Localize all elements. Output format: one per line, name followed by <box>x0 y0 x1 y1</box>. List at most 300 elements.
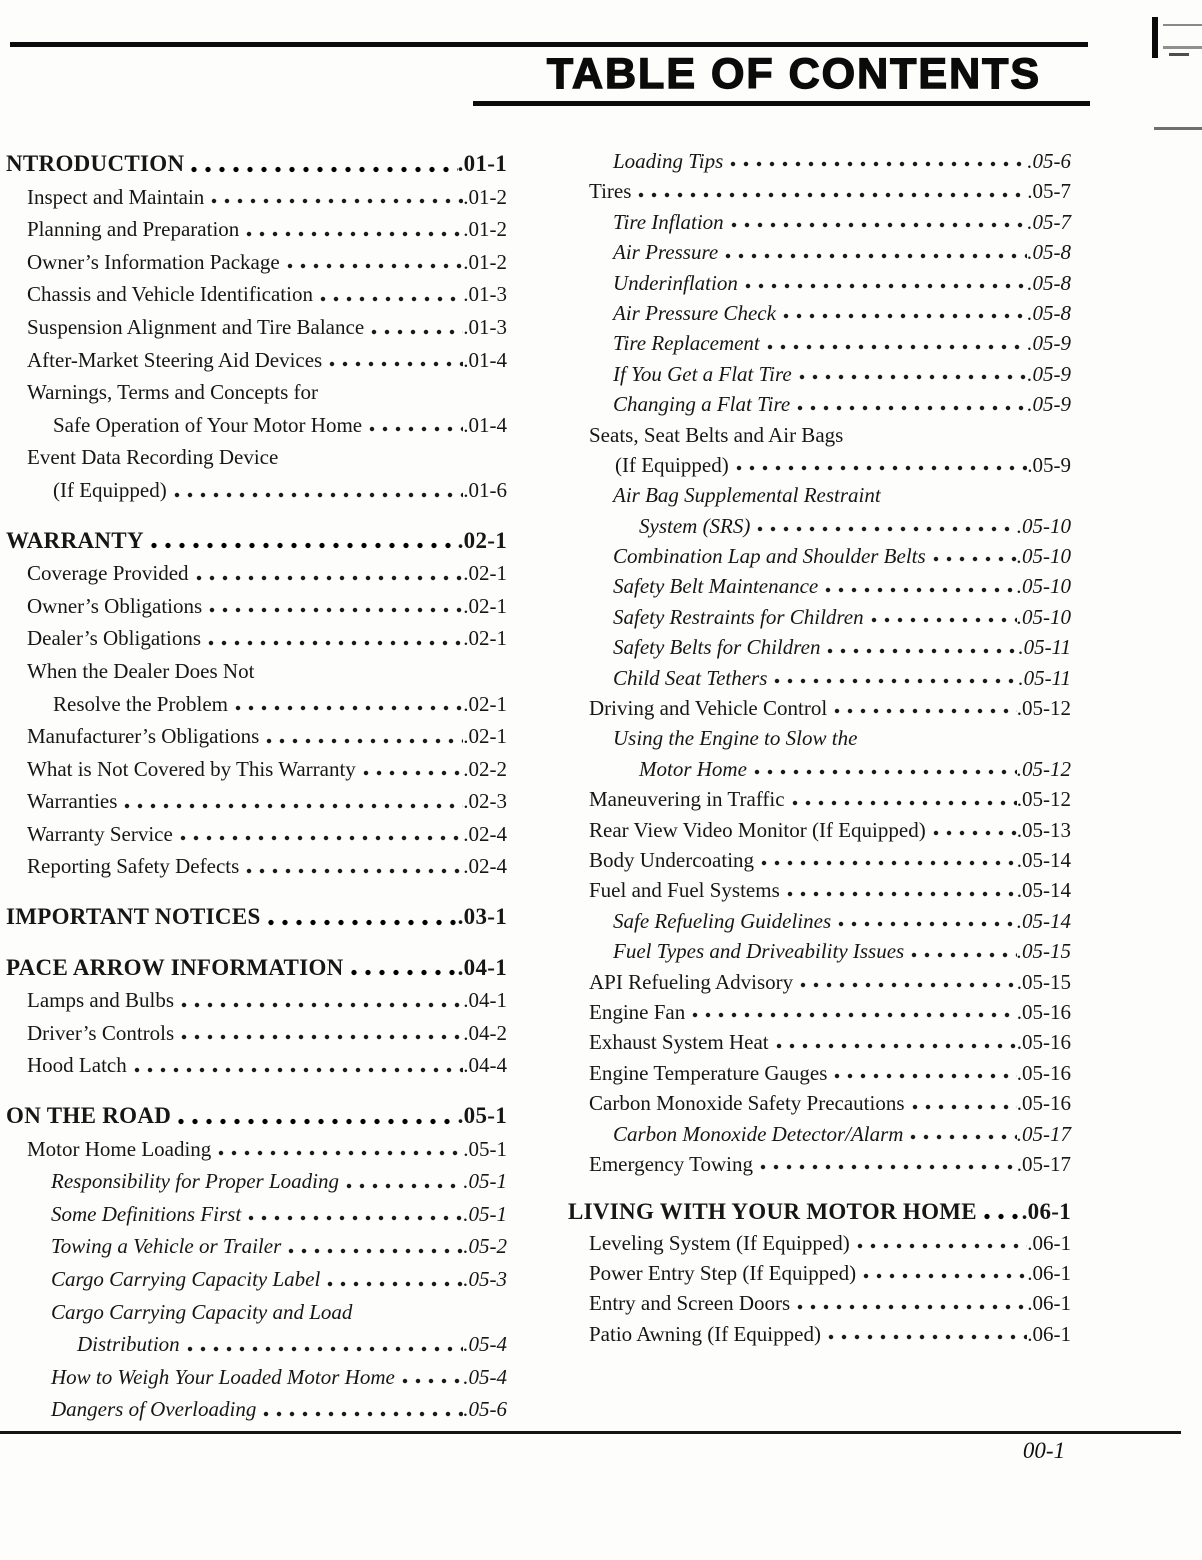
toc-entry <box>568 328 1071 358</box>
toc-label: Seats, Seat Belts and Air Bags <box>589 422 844 447</box>
toc-page-ref: . 05-10 <box>1017 571 1071 601</box>
toc-label: Warranty Service <box>27 821 173 846</box>
dot-leader <box>792 800 1017 806</box>
toc-label: Resolve the Problem <box>53 691 228 716</box>
toc-page-ref: . 05-13 <box>1017 815 1071 845</box>
toc-label: Safe Refueling Guidelines <box>613 908 832 933</box>
toc-label: Event Data Recording Device <box>27 445 279 470</box>
dot-leader <box>761 860 1017 866</box>
toc-label: Suspension Alignment and Tire Balance <box>27 314 365 339</box>
dot-leader <box>287 263 464 269</box>
toc-label: Using the Engine to Slow the <box>613 726 858 751</box>
toc-page-ref: . 05-15 <box>1017 936 1071 966</box>
dot-leader <box>757 526 1016 532</box>
title-underline <box>473 101 1090 106</box>
toc-label: Safety Belts for Children <box>613 635 821 660</box>
toc-page-ref: . 05-8 <box>1027 237 1071 267</box>
toc-entry <box>568 1149 1071 1179</box>
toc-page-ref: . 05-4 <box>463 1328 507 1361</box>
toc-label: Emergency Towing <box>589 1151 753 1176</box>
toc-page-ref: . 01-2 <box>463 213 507 246</box>
toc-entry <box>568 420 1071 450</box>
toc-heading <box>6 148 507 181</box>
toc-label: Dangers of Overloading <box>51 1397 257 1422</box>
toc-entry <box>568 1258 1071 1288</box>
toc-entry <box>6 1049 507 1082</box>
dot-leader <box>863 1273 1027 1279</box>
toc-page-ref: . 04-1 <box>463 984 507 1017</box>
toc-page-ref: . 04-2 <box>463 1017 507 1050</box>
toc-page-ref: . 06-1 <box>1022 1197 1071 1227</box>
toc-entry <box>568 1119 1071 1149</box>
dot-leader <box>825 587 1016 593</box>
dot-leader <box>827 648 1018 654</box>
toc-label: After-Market Steering Aid Devices <box>27 347 323 372</box>
toc-label: Towing a Vehicle or Trailer <box>51 1234 282 1259</box>
toc-entry <box>568 1027 1071 1057</box>
toc-label: API Refueling Advisory <box>589 969 794 994</box>
toc-entry <box>568 693 1071 723</box>
toc-page-ref: . 03-1 <box>458 901 507 934</box>
toc-entry <box>568 450 1071 480</box>
dot-leader <box>638 192 1027 198</box>
dot-leader <box>857 1243 1028 1249</box>
toc-label: If You Get a Flat Tire <box>613 361 792 386</box>
toc-label: Lamps and Bulbs <box>27 988 174 1013</box>
toc-label: Owner’s Obligations <box>27 593 203 618</box>
toc-page-ref: . 05-1 <box>463 1133 507 1166</box>
toc-page-ref: . 02-4 <box>463 850 507 883</box>
toc-heading <box>6 901 507 934</box>
toc-page-ref: . 05-16 <box>1017 1058 1071 1088</box>
dot-leader <box>838 921 1017 927</box>
dot-leader <box>211 198 463 204</box>
toc-label: Power Entry Step (If Equipped) <box>589 1261 857 1286</box>
toc-label: Distribution <box>77 1332 180 1357</box>
toc-entry <box>6 785 507 818</box>
toc-entry <box>6 1230 507 1263</box>
toc-page-ref: . 05-10 <box>1017 541 1071 571</box>
toc-label: Inspect and Maintain <box>27 184 205 209</box>
toc-entry <box>6 1361 507 1394</box>
toc-label: Tire Replacement <box>613 331 760 356</box>
header-rule <box>10 42 1088 47</box>
toc-entry <box>568 997 1071 1027</box>
toc-page-ref: . 02-1 <box>463 557 507 590</box>
dot-leader <box>754 769 1017 775</box>
dot-leader <box>736 465 1028 471</box>
toc-entry <box>6 1017 507 1050</box>
toc-entry <box>6 213 507 246</box>
toc-entry <box>6 753 507 786</box>
toc-label: Air Pressure <box>613 240 719 265</box>
dot-leader <box>799 374 1028 380</box>
toc-label: ON THE ROAD <box>6 1103 172 1129</box>
toc-page-ref: . 05-12 <box>1017 693 1071 723</box>
toc-page-ref: . 05-9 <box>1027 328 1071 358</box>
dot-leader <box>787 891 1017 897</box>
page-number: 00-1 <box>1022 1438 1066 1463</box>
toc-entry <box>6 622 507 655</box>
toc-label: Exhaust System Heat <box>589 1030 769 1055</box>
toc-page-ref: . 05-15 <box>1017 967 1071 997</box>
toc-page-ref: . 05-10 <box>1017 511 1071 541</box>
dot-leader <box>725 253 1027 259</box>
toc-label: Rear View Video Monitor (If Equipped) <box>589 817 926 842</box>
dot-leader <box>834 708 1017 714</box>
toc-label: Air Bag Supplemental Restraint <box>613 483 881 508</box>
toc-label: Patio Awning (If Equipped) <box>589 1321 821 1346</box>
toc-page-ref: . 05-14 <box>1017 875 1071 905</box>
toc-entry <box>6 1328 507 1361</box>
scan-artifact-line <box>1163 24 1202 26</box>
toc-entry <box>6 344 507 377</box>
toc-page-ref: . 05-14 <box>1017 845 1071 875</box>
dot-leader <box>369 426 463 432</box>
dot-leader <box>180 835 463 841</box>
toc-heading <box>6 525 507 558</box>
toc-page-ref: . 05-17 <box>1017 1149 1071 1179</box>
dot-leader <box>263 1411 463 1417</box>
toc-entry <box>6 688 507 721</box>
toc-label: Driver’s Controls <box>27 1020 175 1045</box>
toc-page-ref: . 05-4 <box>463 1361 507 1394</box>
toc-entry <box>6 1263 507 1296</box>
toc-page-ref: . 05-7 <box>1027 207 1071 237</box>
toc-page-ref: . 05-1 <box>463 1198 507 1231</box>
toc-entry <box>6 474 507 507</box>
toc-entry <box>568 875 1071 905</box>
toc-entry <box>6 1296 507 1329</box>
toc-entry <box>568 967 1071 997</box>
toc-page-ref: . 02-1 <box>463 688 507 721</box>
toc-entry <box>568 815 1071 845</box>
toc-entry <box>6 311 507 344</box>
toc-entry <box>6 1198 507 1231</box>
toc-label: Air Pressure Check <box>613 300 776 325</box>
toc-page-ref: . 01-4 <box>463 409 507 442</box>
toc-label: Tire Inflation <box>613 209 724 234</box>
toc-label: (If Equipped) <box>615 452 729 477</box>
toc-entry <box>568 146 1071 176</box>
toc-entry <box>568 389 1071 419</box>
footer-rule <box>0 1431 1181 1434</box>
dot-leader <box>329 361 463 367</box>
toc-entry <box>568 480 1071 510</box>
toc-label: Dealer’s Obligations <box>27 626 201 651</box>
dot-leader <box>151 542 458 549</box>
toc-label: IMPORTANT NOTICES <box>6 904 261 930</box>
toc-heading <box>6 952 507 985</box>
dot-leader <box>218 1150 463 1156</box>
toc-page-ref: . 05-10 <box>1017 602 1071 632</box>
toc-page-ref: . 01-1 <box>458 148 507 181</box>
toc-page-ref: . 05-9 <box>1027 359 1071 389</box>
dot-leader <box>363 770 463 776</box>
toc-label: When the Dealer Does Not <box>27 658 255 683</box>
toc-page-ref: . 05-8 <box>1027 298 1071 328</box>
toc-label: Motor Home <box>639 756 747 781</box>
dot-leader <box>984 1213 1022 1220</box>
dot-leader <box>776 1043 1017 1049</box>
dot-leader <box>828 1334 1027 1340</box>
toc-entry <box>568 663 1071 693</box>
toc-entry <box>6 1393 507 1426</box>
toc-page-ref: . 05-9 <box>1027 389 1071 419</box>
toc-label: NTRODUCTION <box>6 151 185 176</box>
dot-leader <box>181 1002 463 1008</box>
dot-leader <box>327 1281 463 1287</box>
toc-entry <box>568 511 1071 541</box>
toc-entry <box>6 850 507 883</box>
toc-column-left <box>6 148 507 1426</box>
toc-label: (If Equipped) <box>53 477 167 502</box>
toc-label: Coverage Provided <box>27 561 189 586</box>
toc-entry <box>568 1088 1071 1118</box>
dot-leader <box>235 705 463 711</box>
dot-leader <box>187 1346 464 1352</box>
scan-artifact-line <box>1154 127 1202 130</box>
toc-page-ref: . 06-1 <box>1027 1319 1071 1349</box>
toc-page-ref: . 05-6 <box>1027 146 1071 176</box>
dot-leader <box>783 313 1027 319</box>
toc-label: Changing a Flat Tire <box>613 392 791 417</box>
dot-leader <box>371 329 463 335</box>
toc-entry <box>568 906 1071 936</box>
dot-leader <box>745 283 1027 289</box>
dot-leader <box>912 1104 1017 1110</box>
dot-leader <box>730 161 1027 167</box>
toc-page-ref: . 01-6 <box>463 474 507 507</box>
toc-label: Responsibility for Proper Loading <box>51 1169 339 1194</box>
dot-leader <box>834 1073 1016 1079</box>
toc-page-ref: . 01-2 <box>463 181 507 214</box>
dot-leader <box>266 738 463 744</box>
toc-label: Some Definitions First <box>51 1201 242 1226</box>
toc-entry <box>568 1228 1071 1258</box>
dot-leader <box>288 1248 463 1254</box>
toc-page-ref: . 06-1 <box>1027 1288 1071 1318</box>
dot-leader <box>933 556 1017 562</box>
toc-label: System (SRS) <box>639 513 751 538</box>
toc-page-ref: . 05-11 <box>1018 632 1071 662</box>
toc-label: Manufacturer’s Obligations <box>27 724 260 749</box>
toc-label: Body Undercoating <box>589 847 755 872</box>
toc-page-ref: . 01-4 <box>463 344 507 377</box>
dot-leader <box>911 952 1017 958</box>
toc-entry <box>6 1165 507 1198</box>
toc-entry <box>568 207 1071 237</box>
dot-leader <box>209 607 463 613</box>
toc-label: Owner’s Information Package <box>27 249 280 274</box>
toc-label: Hood Latch <box>27 1053 127 1078</box>
dot-leader <box>346 1183 463 1189</box>
toc-page-ref: . 06-1 <box>1027 1258 1071 1288</box>
toc-label: Carbon Monoxide Safety Precautions <box>589 1091 905 1116</box>
toc-label: Entry and Screen Doors <box>589 1291 791 1316</box>
toc-label: Maneuvering in Traffic <box>589 787 785 812</box>
toc-page-ref: . 05-3 <box>463 1263 507 1296</box>
toc-entry <box>6 409 507 442</box>
dot-leader <box>196 575 464 581</box>
toc-page-ref: . 05-2 <box>463 1230 507 1263</box>
toc-page-ref: . 05-11 <box>1018 663 1071 693</box>
toc-page-ref: . 01-3 <box>463 278 507 311</box>
dot-leader <box>248 1215 463 1221</box>
toc-page-ref: . 06-1 <box>1027 1228 1071 1258</box>
toc-label: Warnings, Terms and Concepts for <box>27 380 318 405</box>
toc-entry <box>568 541 1071 571</box>
dot-leader <box>797 405 1027 411</box>
toc-entry <box>568 784 1071 814</box>
toc-label: Warranties <box>27 789 118 814</box>
toc-entry <box>568 936 1071 966</box>
toc-entry <box>6 441 507 474</box>
toc-page-ref: . 05-17 <box>1017 1119 1071 1149</box>
toc-label: Cargo Carrying Capacity and Load <box>51 1299 353 1324</box>
page-title: TABLE OF CONTENTS <box>546 50 1042 98</box>
toc-page-ref: . 05-14 <box>1017 906 1071 936</box>
toc-page-ref: . 05-16 <box>1017 997 1071 1027</box>
toc-page-ref: . 02-2 <box>463 753 507 786</box>
toc-label: Driving and Vehicle Control <box>589 696 828 721</box>
toc-page-ref: . 05-12 <box>1017 754 1071 784</box>
toc-label: What is Not Covered by This Warranty <box>27 756 356 781</box>
toc-label: Motor Home Loading <box>27 1136 212 1161</box>
toc-page-ref: . 05-9 <box>1027 450 1071 480</box>
dot-leader <box>124 803 463 809</box>
dot-leader <box>246 231 463 237</box>
toc-label: Cargo Carrying Capacity Label <box>51 1267 321 1291</box>
toc-entry <box>6 278 507 311</box>
toc-label: Tires <box>589 179 632 204</box>
toc-page-ref: . 02-1 <box>463 720 507 753</box>
toc-label: Combination Lap and Shoulder Belts <box>613 544 926 569</box>
toc-heading <box>6 1100 507 1133</box>
toc-label: Fuel Types and Driveability Issues <box>613 939 905 964</box>
toc-entry <box>568 723 1071 753</box>
dot-leader <box>320 296 463 302</box>
toc-entry <box>6 246 507 279</box>
toc-column-right <box>568 146 1071 1349</box>
toc-label: Safety Restraints for Children <box>613 604 864 629</box>
toc-page-ref: . 02-1 <box>463 622 507 655</box>
dot-leader <box>178 1118 457 1125</box>
toc-entry <box>6 376 507 409</box>
toc-page-ref: . 05-16 <box>1017 1088 1071 1118</box>
toc-page-ref: . 05-6 <box>463 1393 507 1426</box>
scan-artifact-dots <box>1169 53 1189 56</box>
toc-heading <box>568 1197 1071 1227</box>
scan-artifact-bar <box>1152 17 1158 58</box>
toc-page-ref: . 01-2 <box>463 246 507 279</box>
toc-label: Safe Operation of Your Motor Home <box>53 412 363 437</box>
toc-label: PACE ARROW INFORMATION <box>6 954 344 980</box>
dot-leader <box>134 1067 464 1073</box>
toc-label: Underinflation <box>613 270 738 295</box>
toc-entry <box>568 754 1071 784</box>
toc-label: How to Weigh Your Loaded Motor Home <box>51 1364 395 1389</box>
toc-label: Child Seat Tethers <box>613 665 768 690</box>
dot-leader <box>181 1034 463 1040</box>
toc-label: Reporting Safety Defects <box>27 854 240 879</box>
dot-leader <box>910 1134 1016 1140</box>
toc-page-ref: . 05-1 <box>458 1100 507 1133</box>
scan-artifact-line <box>1163 46 1202 49</box>
dot-leader <box>402 1378 463 1384</box>
toc-entry <box>6 181 507 214</box>
toc-page-ref: . 02-3 <box>463 785 507 818</box>
toc-label: Loading Tips <box>613 149 724 173</box>
toc-entry <box>568 1288 1071 1318</box>
dot-leader <box>871 617 1017 623</box>
toc-entry <box>6 984 507 1017</box>
toc-entry <box>568 1058 1071 1088</box>
dot-leader <box>731 222 1028 228</box>
dot-leader <box>208 640 463 646</box>
toc-label: Carbon Monoxide Detector/Alarm <box>613 1121 904 1146</box>
dot-leader <box>800 982 1017 988</box>
toc-page-ref: . 05-16 <box>1017 1027 1071 1057</box>
dot-leader <box>174 492 464 498</box>
toc-page-ref: . 05-12 <box>1017 784 1071 814</box>
toc-label: Fuel and Fuel Systems <box>589 878 780 903</box>
toc-page-ref: . 02-1 <box>463 590 507 623</box>
toc-entry <box>568 237 1071 267</box>
dot-leader <box>191 166 457 173</box>
toc-entry <box>568 571 1071 601</box>
toc-entry <box>568 298 1071 328</box>
toc-entry <box>568 845 1071 875</box>
dot-leader <box>692 1012 1017 1018</box>
toc-entry <box>568 268 1071 298</box>
toc-label: Safety Belt Maintenance <box>613 574 819 599</box>
toc-page-ref: . 05-1 <box>463 1165 507 1198</box>
toc-entry <box>568 176 1071 206</box>
toc-page-ref: . 02-4 <box>463 818 507 851</box>
toc-label: Leveling System (If Equipped) <box>589 1230 850 1255</box>
dot-leader <box>797 1304 1027 1310</box>
dot-leader <box>351 969 458 976</box>
dot-leader <box>760 1164 1017 1170</box>
toc-page-ref: . 05-8 <box>1027 268 1071 298</box>
toc-page-ref: . 05-7 <box>1027 176 1071 206</box>
toc-label: Planning and Preparation <box>27 217 240 242</box>
dot-leader <box>933 830 1017 836</box>
toc-entry <box>6 557 507 590</box>
toc-page-ref: . 01-3 <box>463 311 507 344</box>
dot-leader <box>767 344 1027 350</box>
toc-entry <box>6 720 507 753</box>
toc-entry <box>568 359 1071 389</box>
toc-entry <box>568 602 1071 632</box>
toc-label: WARRANTY <box>6 527 144 553</box>
dot-leader <box>268 919 458 926</box>
toc-entry <box>568 632 1071 662</box>
dot-leader <box>774 678 1018 684</box>
toc-label: Engine Fan <box>589 999 686 1024</box>
toc-entry <box>6 655 507 688</box>
toc-entry <box>6 590 507 623</box>
toc-label: Engine Temperature Gauges <box>589 1060 828 1085</box>
dot-leader <box>246 868 463 874</box>
toc-page-ref: . 04-1 <box>458 952 507 985</box>
toc-label: LIVING WITH YOUR MOTOR HOME <box>568 1199 977 1225</box>
toc-entry <box>568 1319 1071 1349</box>
toc-label: Chassis and Vehicle Identification <box>27 282 313 307</box>
toc-entry <box>6 1133 507 1166</box>
toc-page-ref: . 02-1 <box>458 525 507 558</box>
